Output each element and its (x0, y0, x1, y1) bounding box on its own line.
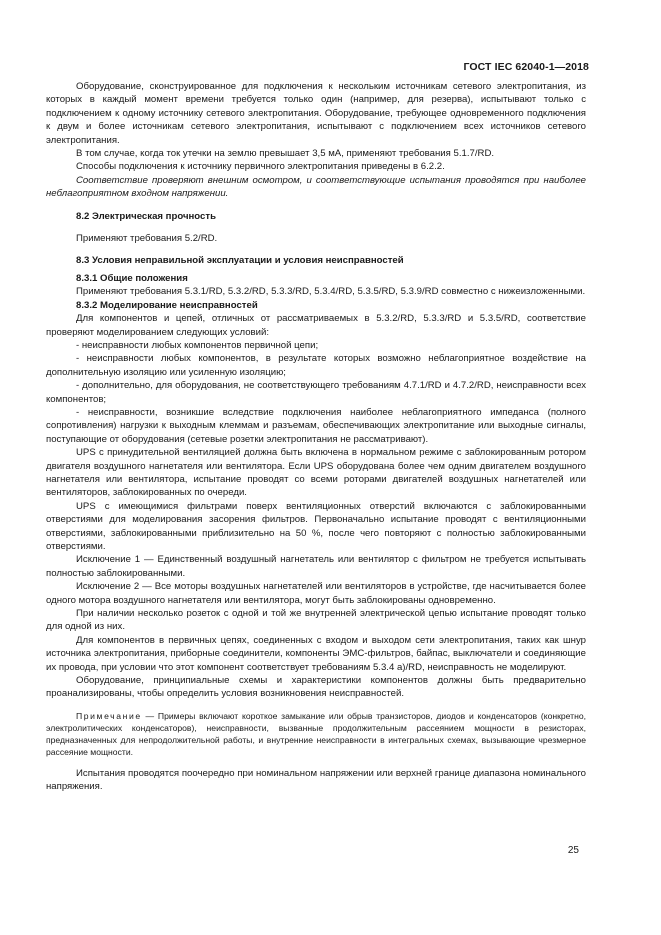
section-heading-8-3: 8.3 Условия неправильной эксплуатации и условия неисправностей (76, 255, 404, 267)
standard-header: ГОСТ IEC 62040-1—2018 (463, 61, 589, 73)
compliance-statement: Соответствие проверяют внешним осмотром, и соответствующие испытания проводятся при наиболее неблагоприятном входном напряжении. (46, 174, 586, 200)
note (46, 710, 586, 758)
list-item: - дополнительно, для оборудования, не соответствующего требованиям 4.7.1/RD и 4.7.2/RD, неисправности всех компонентов; (46, 380, 586, 405)
paragraph: В том случае, когда ток утечки на землю превышает 3,5 мА, применяют требования 5.1.7/RD. (76, 148, 495, 160)
paragraph: Оборудование, принципиальные схемы и характеристики компонентов должны быть предварительно проанализированы, чтобы определить условия возникновения неисправностей. (46, 675, 586, 700)
subsection-heading-8-3-1: 8.3.1 Общие положения (76, 272, 188, 284)
list-item: - неисправности, возникшие вследствие подключения наиболее неблагоприятного импеданса (полного сопротивления) нагрузки к выходным клеммам и разъемам, обеспечивающих электропитание или выходные сигналы, поступающие от оборудования (сетевые розетки электропитания не рассматривают). (46, 406, 586, 445)
paragraph: Оборудование, сконструированное для подключения к нескольким источникам сетевого электропитания, из которых в каждый момент времени требуется только один (например, для резерва), испытывают только с подключением к одному источнику сетевого электропитания. Оборудование, требующее одновременного подключения к двум и более источникам сетевого электропитания, испытывают с подключением всех источников сетевого электропитания. (46, 81, 586, 146)
document-body (46, 80, 586, 794)
list-item: - неисправности любых компонентов, в результате которых возможно неблагоприятное воздействие на дополнительную изоляцию или усиленную изоляцию; (46, 353, 586, 378)
exception-1: Исключение 1 — Единственный воздушный нагнетатель или вентилятор с фильтром не требуется испытывать полностью заблокированными. (46, 554, 586, 579)
section-heading-8-2: 8.2 Электрическая прочность (76, 210, 216, 222)
list-item: - неисправности любых компонентов первичной цепи; (76, 339, 319, 351)
paragraph: При наличии несколько розеток с одной и той же внутренней электрической цепью испытание проводят только для одной из них. (46, 608, 586, 633)
paragraph: UPS с имеющимися фильтрами поверх вентиляционных отверстий включаются с заблокированными отверстиями для моделирования засорения фильтров. Первоначально испытание проводят с вентиляционными отверстиями, заблокированными приблизительно на 50 %, после чего повторяют с полностью заблокированными отверстиями. (46, 500, 586, 552)
paragraph: Способы подключения к источнику первичного электропитания приведены в 6.2.2. (76, 161, 445, 173)
paragraph: Применяют требования 5.3.1/RD, 5.3.2/RD, 5.3.3/RD, 5.3.4/RD, 5.3.5/RD, 5.3.9/RD совместно с нижеизложенными. (76, 286, 586, 298)
note-text: Примеры включают короткое замыкание или обрыв транзисторов, диодов и конденсаторов (конкретно, электролитических конденсаторов), неисправности, вызванные продолжительным рассеянием мощности в резисторах, предназначенных для непродолжительной работы, и внутренние неисправности в интегральных схемах, вызывающие чрезмерное рассеяние мощности. (46, 710, 587, 757)
paragraph: Применяют требования 5.2/RD. (76, 233, 218, 245)
subsection-heading-8-3-2: 8.3.2 Моделирование неисправностей (76, 299, 258, 311)
paragraph: UPS с принудительной вентиляцией должна быть включена в нормальном режиме с заблокированным ротором двигателя воздушного нагнетателя или вентилятора. Если UPS оборудована более чем одним двигателем воздушного нагнетателя или вентилятора, испытание проводят со всеми роторами двигателей воздушных нагнетателей или вентиляторов, заблокированных по очереди. (46, 447, 586, 499)
exception-2: Исключение 2 — Все моторы воздушных нагнетателей или вентиляторов в устройстве, где насчитывается более одного мотора воздушного нагнетателя или вентилятора, могут быть заблокированы одновременно. (46, 581, 586, 606)
paragraph: Испытания проводятся поочередно при номинальном напряжении или верхней границе диапазона номинального напряжения. (46, 767, 586, 793)
page-number: 25 (567, 845, 579, 856)
paragraph: Для компонентов и цепей, отличных от рассматриваемых в 5.3.2/RD, 5.3.3/RD и 5.3.5/RD, соответствие проверяют моделированием следующих условий: (46, 313, 586, 338)
note-dash: — (141, 710, 158, 721)
paragraph: Для компонентов в первичных цепях, соединенных с входом и выходом сети электропитания, таких как шнур источника электропитания, приборные соединители, компоненты ЭМС-фильтров, байпас, выключатели и соединяющие их провода, при условии что этот компонент соответствует требованиям 5.3.4 а)/RD, неисправность не моделируют. (46, 634, 586, 673)
note-label: Примечание (76, 710, 142, 721)
